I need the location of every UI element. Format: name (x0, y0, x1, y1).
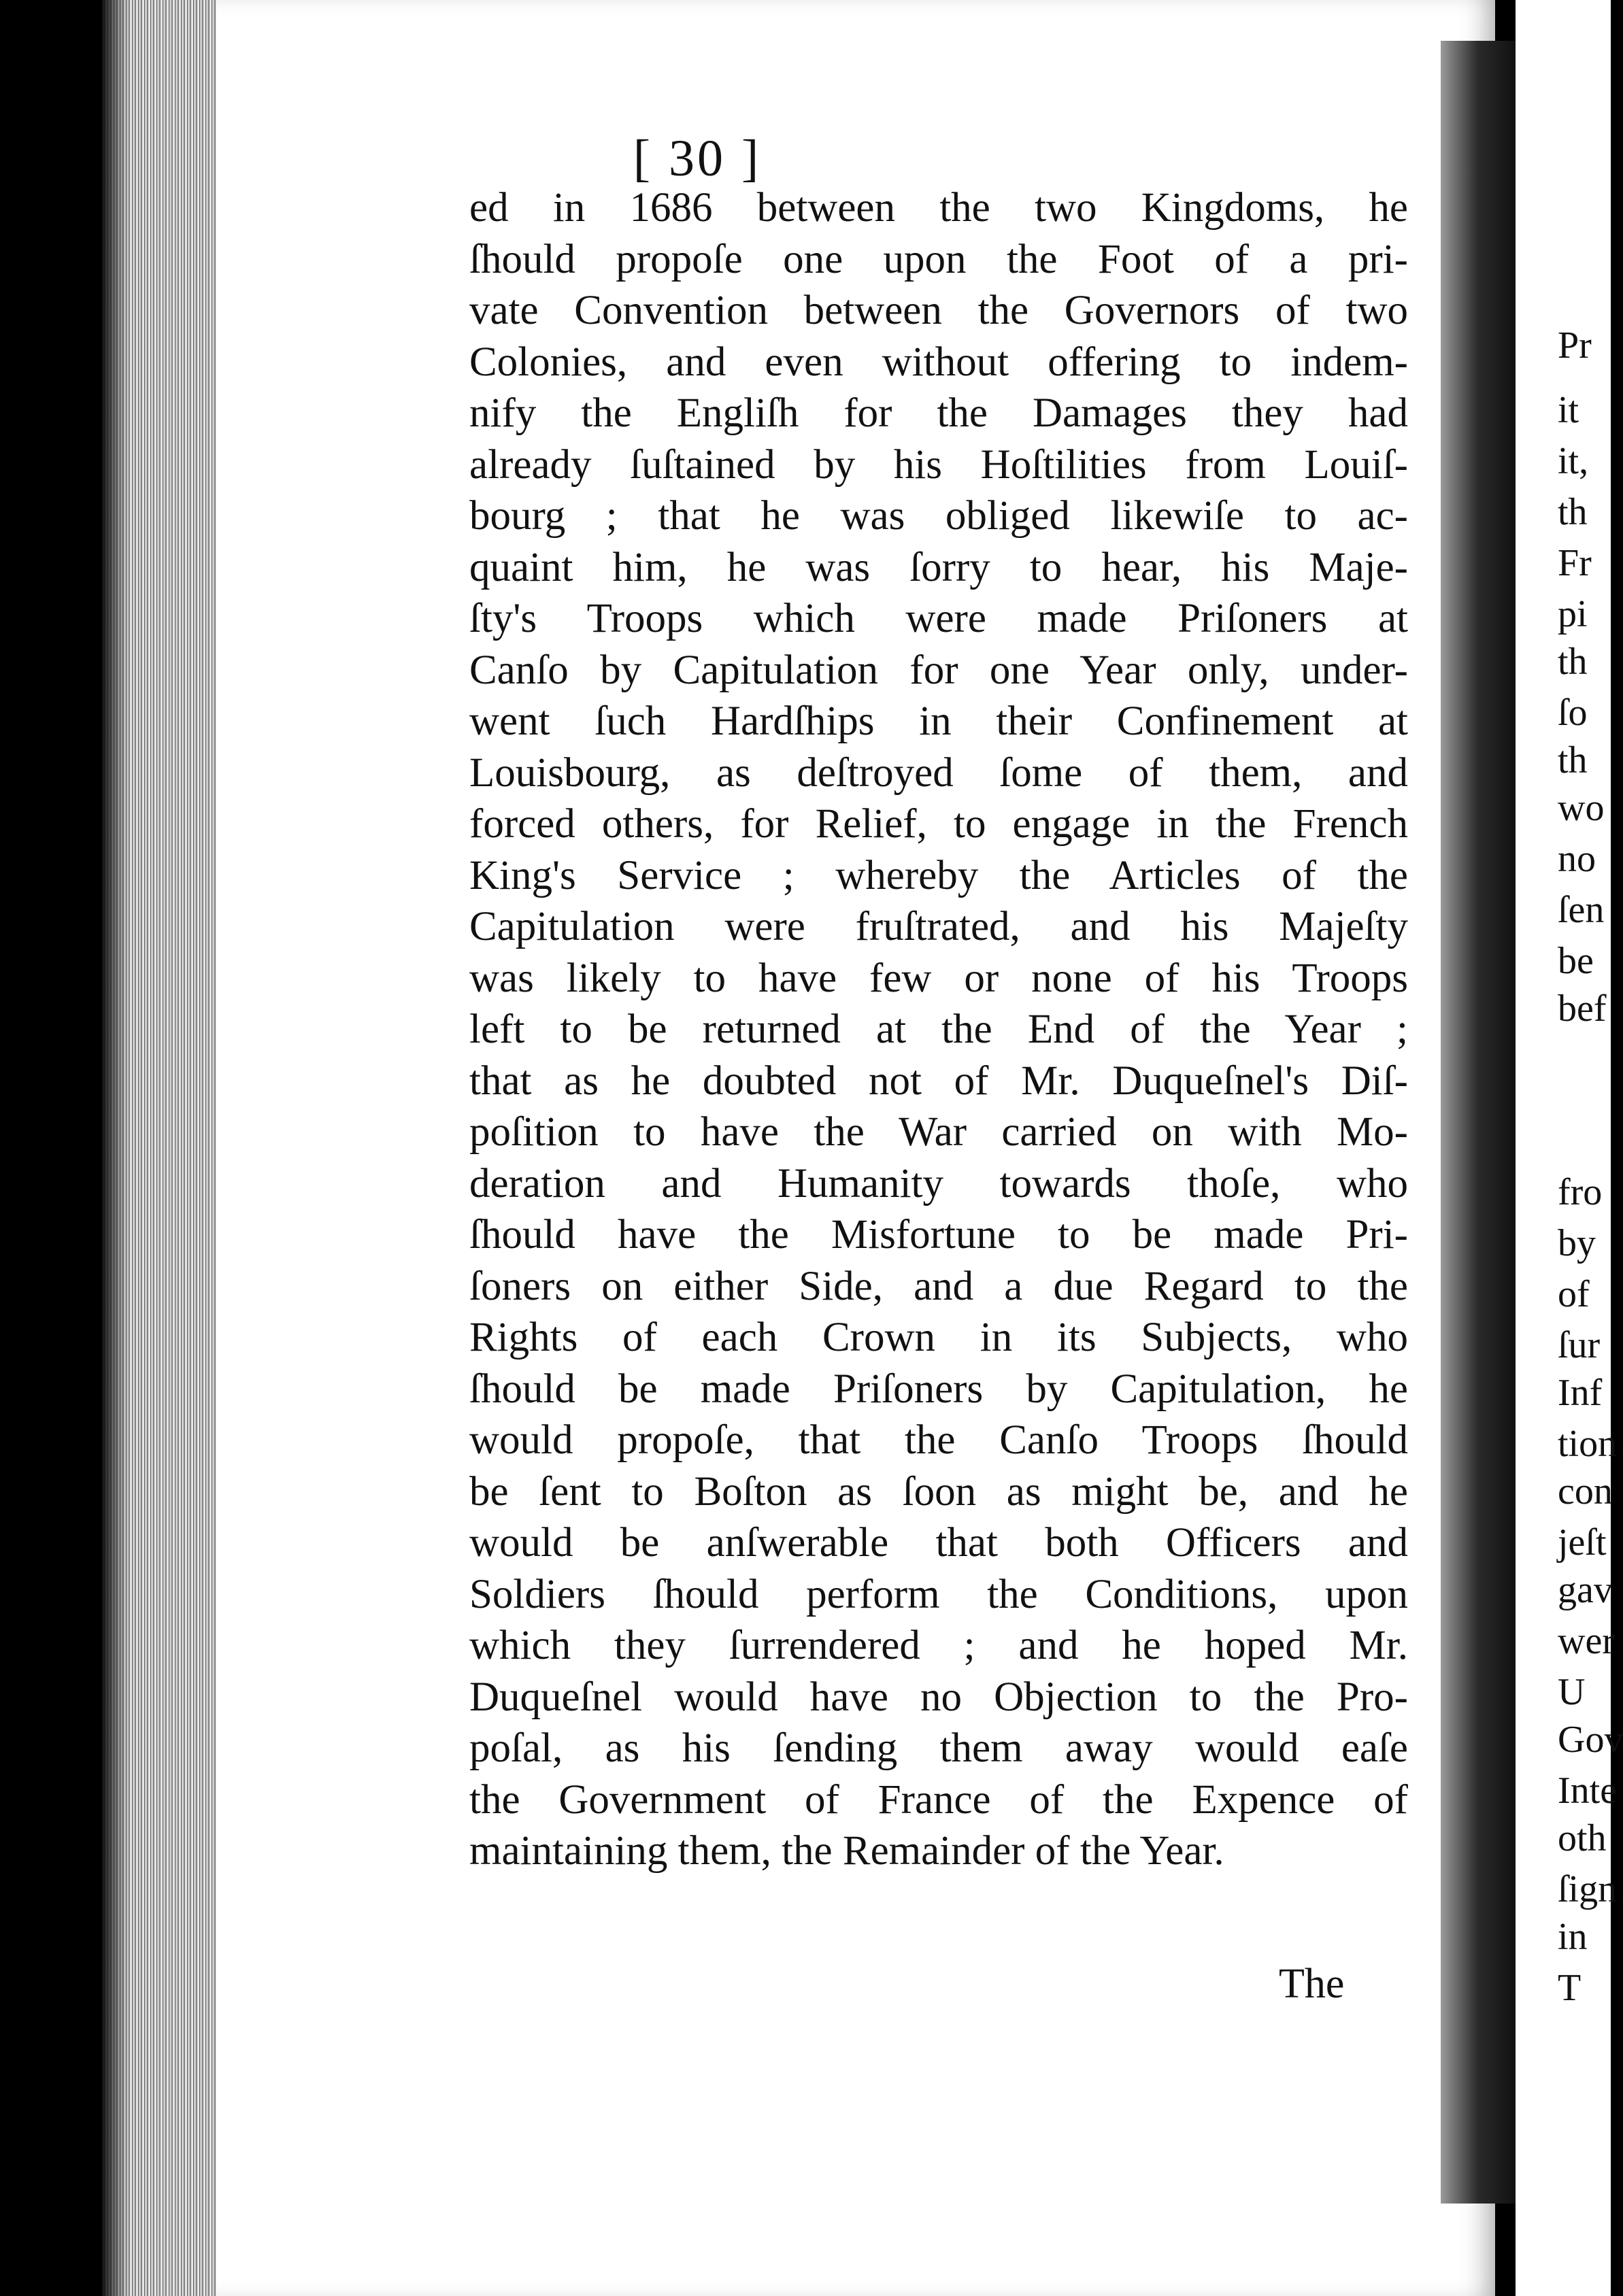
facing-page-fragment: no (1558, 838, 1596, 880)
facing-page-fragment: in (1558, 1916, 1588, 1958)
catchword: The (1279, 1961, 1345, 2007)
facing-page-fragment: wer (1558, 1620, 1615, 1662)
text-line: nify the Engliſh for the Damages they had (469, 390, 1408, 436)
facing-page-fragment: ſign (1558, 1868, 1618, 1910)
facing-page-fragment: Inte (1558, 1770, 1618, 1812)
facing-page-fragment: bef (1558, 987, 1607, 1030)
facing-page-fragment: by (1558, 1222, 1596, 1264)
facing-page-fragment: fro (1558, 1171, 1603, 1213)
text-line: already ſuſtained by his Hoſtilities from Louiſ- (469, 441, 1408, 488)
text-line: forced others, for Relief, to engage in the French (469, 801, 1408, 847)
text-line: was likely to have few or none of his Troops (469, 955, 1408, 1001)
text-line: ſoners on either Side, and a due Regard to the (469, 1263, 1408, 1309)
facing-page-fragment: it, (1558, 440, 1589, 482)
text-line: the Government of France of the Expence of (469, 1776, 1408, 1823)
text-line: King's Service ; whereby the Articles of the (469, 852, 1408, 898)
facing-page-fragment: be (1558, 940, 1594, 982)
text-line: left to be returned at the End of the Year ; (469, 1007, 1408, 1052)
facing-page-fragment: pi (1558, 593, 1588, 635)
text-line: Canſo by Capitulation for one Year only, under- (469, 647, 1408, 693)
text-line: bourg ; that he was obliged likewiſe to ac- (469, 493, 1408, 539)
facing-page-fragment: jeſt (1558, 1521, 1607, 1564)
text-line: went ſuch Hardſhips in their Confinement at (469, 698, 1408, 744)
facing-page-fragment: U (1558, 1671, 1586, 1713)
text-line: quaint him, he was ſorry to hear, his Maje- (469, 544, 1408, 590)
facing-page-fragment: it (1558, 389, 1579, 431)
facing-page-fragment: of (1558, 1273, 1590, 1315)
text-line: which they ſurrendered ; and he hoped Mr. (469, 1623, 1408, 1668)
text-line: maintaining them, the Remainder of the Year. (469, 1828, 1224, 1874)
text-line: Soldiers ſhould perform the Conditions, upon (469, 1571, 1408, 1617)
facing-page-fragment: th (1558, 739, 1588, 781)
facing-page-fragment: th (1558, 641, 1588, 683)
text-line: be ſent to Boſton as ſoon as might be, and he (469, 1468, 1408, 1515)
facing-page-fragment: ſo (1558, 692, 1588, 734)
facing-page-fragment: wo (1558, 787, 1605, 829)
facing-page-fragment: tion (1558, 1423, 1618, 1465)
text-line: poſal, as his ſending them away would eaſe (469, 1725, 1408, 1771)
facing-page-fragment: Pr (1558, 324, 1592, 367)
text-line: ed in 1686 between the two Kingdoms, he (469, 185, 1408, 231)
facing-page-fragment: oth (1558, 1817, 1607, 1859)
page-number: [ 30 ] (633, 130, 762, 187)
facing-page-fragment: ſen (1558, 889, 1605, 931)
text-line: vate Convention between the Governors of two (469, 288, 1408, 333)
text-line: that as he doubted not of Mr. Duqueſnel's Diſ- (469, 1058, 1408, 1104)
facing-page-fragment: con (1558, 1470, 1613, 1513)
facing-page-fragment: ſur (1558, 1324, 1601, 1366)
facing-page-fragment: th (1558, 491, 1588, 533)
facing-page-fragment: T (1558, 1967, 1582, 2009)
text-line: deration and Humanity towards thoſe, who (469, 1160, 1408, 1206)
facing-page-fragment: Inf (1558, 1372, 1603, 1414)
facing-page-fragment: Fr (1558, 542, 1592, 584)
text-line: would propoſe, that the Canſo Troops ſhould (469, 1417, 1408, 1463)
body-text (469, 182, 1408, 1877)
text-line: Capitulation were fruſtrated, and his Majeſty (469, 904, 1408, 949)
text-line: Colonies, and even without offering to indem- (469, 339, 1408, 385)
fore-edge-shadow (102, 0, 129, 2296)
text-line: would be anſwerable that both Officers and (469, 1520, 1408, 1566)
text-line: ſhould be made Priſoners by Capitulation, he (469, 1366, 1408, 1412)
text-line: Rights of each Crown in its Subjects, who (469, 1315, 1408, 1360)
facing-page-fragment: gav (1558, 1569, 1613, 1611)
text-line: poſition to have the War carried on with Mo- (469, 1109, 1408, 1155)
text-line: ſhould have the Misfortune to be made Pri- (469, 1212, 1408, 1257)
text-line: ſty's Troops which were made Priſoners at (469, 596, 1408, 641)
text-line: Duqueſnel would have no Objection to the Pro- (469, 1674, 1408, 1720)
book-gutter (1441, 41, 1516, 2204)
text-line: ſhould propoſe one upon the Foot of a pri- (469, 236, 1408, 282)
text-line: Louisbourg, as deſtroyed ſome of them, and (469, 749, 1408, 796)
facing-page-fragment: Gov (1558, 1719, 1623, 1761)
